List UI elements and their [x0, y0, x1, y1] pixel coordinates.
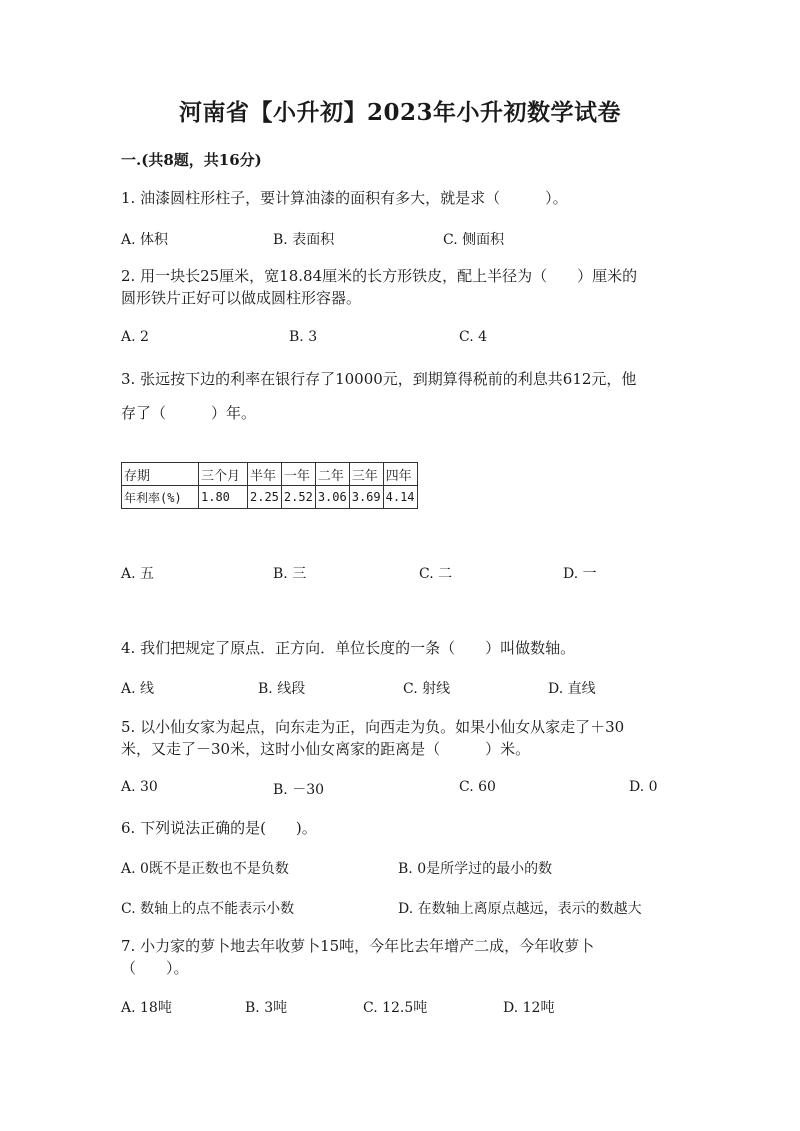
option-b: B. －30	[273, 782, 325, 798]
page-title: 河南省【小升初】2023年小升初数学试卷	[178, 99, 621, 126]
option-d: D. 12吨	[503, 1000, 555, 1016]
table-cell: 3.69	[349, 486, 383, 509]
question-text: 1. 油漆圆柱形柱子，要计算油漆的面积有多大，就是求（ ）。	[121, 189, 568, 207]
table-cell: 三年	[349, 463, 383, 486]
question-text-continued: 存了（ ）年。	[121, 404, 257, 422]
question-6	[121, 817, 317, 839]
table-cell: 四年	[383, 463, 417, 486]
option-d: D. 直线	[548, 681, 596, 697]
table-cell: 3.06	[315, 486, 349, 509]
table-row	[122, 463, 418, 486]
question-7	[121, 935, 594, 979]
table-cell: 4.14	[383, 486, 417, 509]
section-heading: 一.(共8题，共16分)	[121, 151, 262, 169]
option-a: A. 五	[121, 566, 155, 582]
table-cell: 一年	[281, 463, 315, 486]
option-a: A. 2	[121, 329, 149, 345]
question-1	[121, 187, 568, 209]
question-text: 3. 张远按下边的利率在银行存了10000元，到期算得税前的利息共612元，他	[121, 370, 637, 388]
option-a: A. 30	[121, 779, 158, 795]
option-b: B. 线段	[258, 681, 306, 697]
question-3	[121, 368, 636, 424]
option-b: B. 3	[289, 329, 318, 345]
question-text: 4. 我们把规定了原点．正方向．单位长度的一条（ ）叫做数轴。	[121, 639, 576, 657]
table-cell: 半年	[248, 463, 282, 486]
question-text-continued: 圆形铁片正好可以做成圆柱形容器。	[121, 289, 362, 307]
option-c: C. 4	[459, 329, 488, 345]
question-text-continued: 米，又走了－30米，这时小仙女离家的距离是（ ）米。	[121, 740, 531, 758]
question-4	[121, 637, 575, 659]
question-text: 7. 小力家的萝卜地去年收萝卜15吨，今年比去年增产二成，今年收萝卜	[121, 937, 595, 955]
table-cell: 1.80	[199, 486, 248, 509]
question-text: 6. 下列说法正确的是( )。	[121, 819, 317, 837]
option-c: C. 射线	[403, 681, 451, 697]
option-c: C. 12.5吨	[363, 1000, 428, 1016]
table-cell: 三个月	[199, 463, 248, 486]
interest-rate-table	[121, 462, 418, 509]
table-cell: 年利率(%)	[122, 486, 199, 509]
table-cell: 2.25	[248, 486, 282, 509]
option-a: A. 18吨	[121, 1000, 172, 1016]
option-c: C. 数轴上的点不能表示小数	[121, 901, 295, 917]
option-a: A. 体积	[121, 232, 169, 248]
option-b: B. 0是所学过的最小的数	[398, 861, 553, 877]
option-c: C. 60	[459, 779, 496, 795]
option-b: B. 三	[273, 566, 307, 582]
question-5	[121, 716, 624, 760]
question-text: 5. 以小仙女家为起点，向东走为正，向西走为负。如果小仙女从家走了＋30	[121, 718, 625, 736]
option-d: D. 在数轴上离原点越远，表示的数越大	[398, 901, 642, 917]
table-cell: 二年	[315, 463, 349, 486]
option-d: D. 一	[563, 566, 597, 582]
table-cell: 存期	[122, 463, 199, 486]
option-c: C. 侧面积	[443, 232, 505, 248]
option-a: A. 0既不是正数也不是负数	[121, 861, 289, 877]
option-b: B. 表面积	[273, 232, 335, 248]
question-text-continued: （ ）。	[121, 959, 189, 977]
question-text: 2. 用一块长25厘米，宽18.84厘米的长方形铁皮，配上半径为（ ）厘米的	[121, 267, 638, 285]
option-a: A. 线	[121, 681, 155, 697]
table-cell: 2.52	[281, 486, 315, 509]
table-row	[122, 486, 418, 509]
option-d: D. 0	[629, 779, 658, 795]
question-2	[121, 265, 637, 309]
option-b: B. 3吨	[245, 1000, 288, 1016]
option-c: C. 二	[419, 566, 453, 582]
